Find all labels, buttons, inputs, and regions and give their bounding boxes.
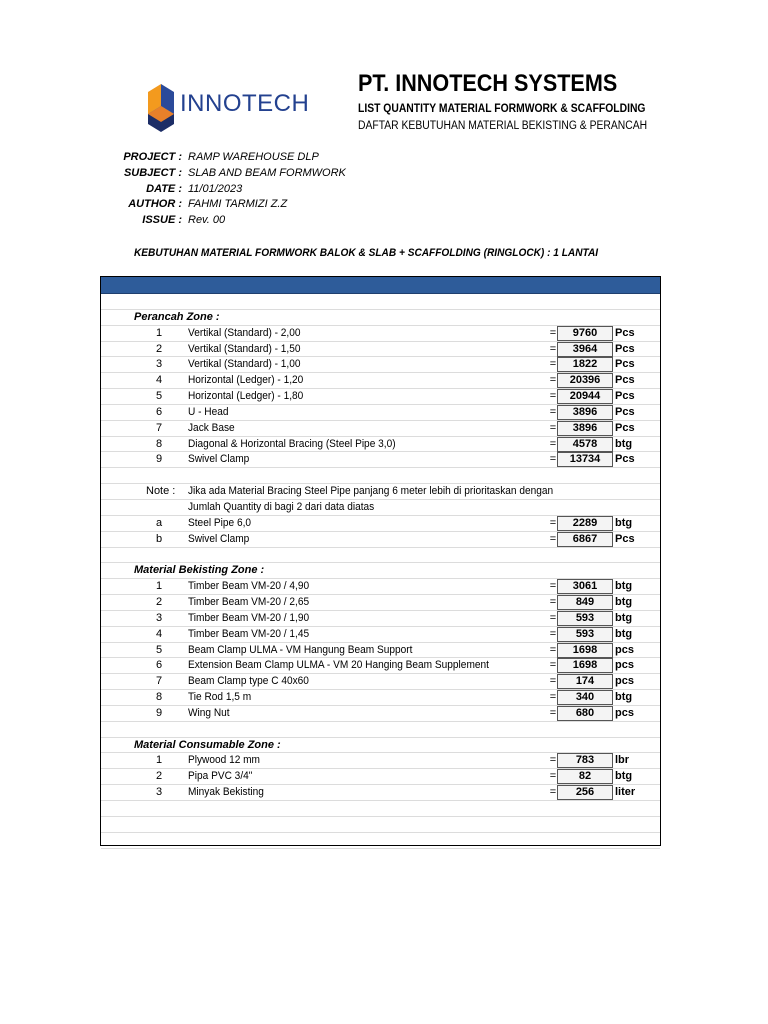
item-quantity: 256	[557, 785, 613, 800]
item-number: 1	[155, 754, 163, 767]
item-number: 4	[155, 374, 163, 387]
item-unit: btg	[615, 580, 633, 593]
item-number: 1	[155, 326, 163, 339]
section-heading: KEBUTUHAN MATERIAL FORMWORK BALOK & SLAB + SCAFFOLDING (RINGLOCK) : 1 LANTAI	[134, 247, 599, 259]
item-description: Timber Beam VM-20 / 2,65	[188, 596, 310, 609]
item-number: 3	[155, 786, 163, 799]
equals-sign: =	[549, 326, 557, 339]
innotech-logo	[144, 76, 314, 136]
item-quantity: 2289	[557, 516, 613, 531]
note-label: Note :	[146, 485, 176, 498]
subject-row	[100, 167, 500, 183]
meta-value: RAMP WAREHOUSE DLP	[188, 151, 319, 163]
table-row	[101, 357, 660, 373]
table-row	[101, 437, 660, 453]
item-number: 7	[155, 675, 163, 688]
item-quantity: 1698	[557, 643, 613, 658]
equals-sign: =	[549, 611, 557, 624]
item-number: 1	[155, 580, 163, 593]
item-quantity: 9760	[557, 326, 613, 341]
item-unit: btg	[615, 691, 633, 704]
equals-sign: =	[549, 437, 557, 450]
equals-sign: =	[549, 627, 557, 640]
table-header-bar	[101, 277, 660, 294]
meta-value: Rev. 00	[188, 214, 226, 227]
item-unit: Pcs	[615, 453, 635, 466]
item-unit: Pcs	[615, 390, 635, 403]
item-number: 7	[155, 421, 163, 434]
item-quantity: 593	[557, 627, 613, 642]
table-row	[101, 421, 660, 437]
table-row	[101, 373, 660, 389]
item-description: Swivel Clamp	[188, 453, 250, 466]
equals-sign: =	[549, 691, 557, 704]
document-subtitle: DAFTAR KEBUTUHAN MATERIAL BEKISTING & PERANCAH	[358, 120, 648, 132]
item-unit: pcs	[615, 643, 634, 656]
item-description: Vertikal (Standard) - 2,00	[188, 326, 301, 339]
table-row	[101, 643, 660, 659]
item-unit: Pcs	[615, 532, 635, 545]
author-row	[100, 198, 500, 214]
item-number: 2	[155, 596, 163, 609]
empty-row	[101, 548, 660, 564]
item-quantity: 3964	[557, 342, 613, 357]
equals-sign: =	[549, 580, 557, 593]
item-quantity: 20944	[557, 389, 613, 404]
item-quantity: 4578	[557, 437, 613, 452]
equals-sign: =	[549, 453, 557, 466]
item-unit: liter	[615, 786, 636, 799]
item-quantity: 6867	[557, 532, 613, 547]
item-number: 2	[155, 342, 163, 355]
table-row	[101, 658, 660, 674]
zone-title: Material Consumable Zone :	[134, 738, 281, 751]
issue-row	[100, 214, 500, 230]
item-unit: Pcs	[615, 405, 635, 418]
item-unit: btg	[615, 516, 633, 529]
table-row	[101, 753, 660, 769]
item-number: 9	[155, 706, 163, 719]
item-unit: lbr	[615, 754, 630, 767]
note-text: Jumlah Quantity di bagi 2 dari data diatas	[188, 500, 375, 513]
table-row	[101, 342, 660, 358]
table-row	[101, 326, 660, 342]
item-unit: btg	[615, 437, 633, 450]
item-description: Wing Nut	[188, 706, 230, 719]
item-description: Vertikal (Standard) - 1,50	[188, 342, 301, 355]
item-description: Plywood 12 mm	[188, 754, 261, 767]
item-description: Minyak Bekisting	[188, 786, 264, 799]
document-title: LIST QUANTITY MATERIAL FORMWORK & SCAFFOLDING	[358, 103, 646, 115]
item-quantity: 20396	[557, 373, 613, 388]
logo-text: INNOTECH	[180, 90, 310, 117]
item-number: 5	[155, 390, 163, 403]
equals-sign: =	[549, 754, 557, 767]
item-number: 2	[155, 770, 163, 783]
item-unit: btg	[615, 770, 633, 783]
table-row	[101, 532, 660, 548]
item-quantity: 13734	[557, 452, 613, 467]
equals-sign: =	[549, 643, 557, 656]
item-quantity: 783	[557, 753, 613, 768]
item-number: b	[155, 532, 163, 545]
table-row	[101, 516, 660, 532]
table-row	[101, 627, 660, 643]
item-description: Horizontal (Ledger) - 1,20	[188, 374, 304, 387]
item-number: 3	[155, 611, 163, 624]
project-info	[100, 151, 500, 230]
project-row	[100, 151, 500, 167]
item-quantity: 174	[557, 674, 613, 689]
item-number: 8	[155, 691, 163, 704]
meta-value: 11/01/2023	[188, 182, 243, 195]
item-description: Vertikal (Standard) - 1,00	[188, 358, 301, 371]
equals-sign: =	[549, 421, 557, 434]
meta-label: SUBJECT :	[123, 166, 182, 179]
equals-sign: =	[549, 770, 557, 783]
empty-row	[101, 468, 660, 484]
meta-value: FAHMI TARMIZI Z.Z	[188, 198, 288, 211]
note-row	[101, 484, 660, 500]
item-number: 4	[155, 627, 163, 640]
item-quantity: 593	[557, 611, 613, 626]
date-row	[100, 183, 500, 199]
equals-sign: =	[549, 659, 557, 672]
item-description: Pipa PVC 3/4"	[188, 770, 253, 783]
item-number: 9	[155, 453, 163, 466]
item-description: Tie Rod 1,5 m	[188, 691, 252, 704]
table-row	[101, 389, 660, 405]
equals-sign: =	[549, 390, 557, 403]
item-description: Extension Beam Clamp ULMA - VM 20 Hanging Beam Supplement	[188, 659, 489, 672]
item-description: Timber Beam VM-20 / 1,45	[188, 627, 310, 640]
item-number: 3	[155, 358, 163, 371]
equals-sign: =	[549, 516, 557, 529]
company-name: PT. INNOTECH SYSTEMS	[358, 70, 618, 97]
table-row	[101, 769, 660, 785]
zone-title-row	[101, 738, 660, 754]
material-table	[100, 276, 661, 846]
item-unit: pcs	[615, 675, 634, 688]
item-quantity: 1822	[557, 357, 613, 372]
zone-title: Perancah Zone :	[134, 310, 220, 323]
item-number: 6	[155, 659, 163, 672]
meta-label: ISSUE :	[142, 214, 182, 227]
equals-sign: =	[549, 532, 557, 545]
item-number: 6	[155, 405, 163, 418]
item-description: Horizontal (Ledger) - 1,80	[188, 390, 304, 403]
table-row	[101, 690, 660, 706]
equals-sign: =	[549, 374, 557, 387]
equals-sign: =	[549, 596, 557, 609]
meta-label: AUTHOR :	[128, 198, 182, 211]
item-unit: Pcs	[615, 374, 635, 387]
note-row	[101, 500, 660, 516]
table-body	[101, 294, 660, 849]
table-row	[101, 579, 660, 595]
cube-logo-icon	[144, 76, 178, 134]
item-quantity: 3061	[557, 579, 613, 594]
equals-sign: =	[549, 675, 557, 688]
item-quantity: 680	[557, 706, 613, 721]
meta-label: DATE :	[146, 182, 182, 195]
item-description: Beam Clamp ULMA - VM Hangung Beam Support	[188, 643, 413, 656]
table-row	[101, 611, 660, 627]
item-unit: Pcs	[615, 326, 635, 339]
item-description: Timber Beam VM-20 / 1,90	[188, 611, 310, 624]
item-unit: btg	[615, 627, 633, 640]
item-quantity: 849	[557, 595, 613, 610]
equals-sign: =	[549, 706, 557, 719]
table-row	[101, 706, 660, 722]
empty-row	[101, 294, 660, 310]
item-unit: pcs	[615, 659, 634, 672]
item-unit: Pcs	[615, 358, 635, 371]
zone-title-row	[101, 563, 660, 579]
item-description: Jack Base	[188, 421, 235, 434]
empty-row	[101, 722, 660, 738]
item-description: Steel Pipe 6,0	[188, 516, 252, 529]
item-number: a	[155, 516, 163, 529]
equals-sign: =	[549, 358, 557, 371]
item-number: 5	[155, 643, 163, 656]
item-quantity: 3896	[557, 405, 613, 420]
empty-row	[101, 817, 660, 833]
item-unit: btg	[615, 596, 633, 609]
table-row	[101, 595, 660, 611]
table-row	[101, 674, 660, 690]
table-row	[101, 785, 660, 801]
equals-sign: =	[549, 342, 557, 355]
item-description: Timber Beam VM-20 / 4,90	[188, 580, 310, 593]
item-quantity: 3896	[557, 421, 613, 436]
item-description: Swivel Clamp	[188, 532, 250, 545]
item-description: Beam Clamp type C 40x60	[188, 675, 309, 688]
item-unit: Pcs	[615, 342, 635, 355]
empty-row	[101, 801, 660, 817]
meta-value: SLAB AND BEAM FORMWORK	[188, 166, 346, 179]
equals-sign: =	[549, 405, 557, 418]
equals-sign: =	[549, 786, 557, 799]
item-quantity: 82	[557, 769, 613, 784]
zone-title-row	[101, 310, 660, 326]
meta-label: PROJECT :	[123, 151, 182, 163]
empty-row	[101, 833, 660, 849]
item-description: U - Head	[188, 405, 229, 418]
item-description: Diagonal & Horizontal Bracing (Steel Pipe 3,0)	[188, 437, 396, 450]
table-row	[101, 405, 660, 421]
item-number: 8	[155, 437, 163, 450]
note-text: Jika ada Material Bracing Steel Pipe panjang 6 meter lebih di prioritaskan dengan	[188, 485, 554, 498]
item-unit: pcs	[615, 706, 634, 719]
item-quantity: 1698	[557, 658, 613, 673]
item-unit: btg	[615, 611, 633, 624]
item-unit: Pcs	[615, 421, 635, 434]
item-quantity: 340	[557, 690, 613, 705]
zone-title: Material Bekisting Zone :	[134, 564, 265, 577]
table-row	[101, 452, 660, 468]
